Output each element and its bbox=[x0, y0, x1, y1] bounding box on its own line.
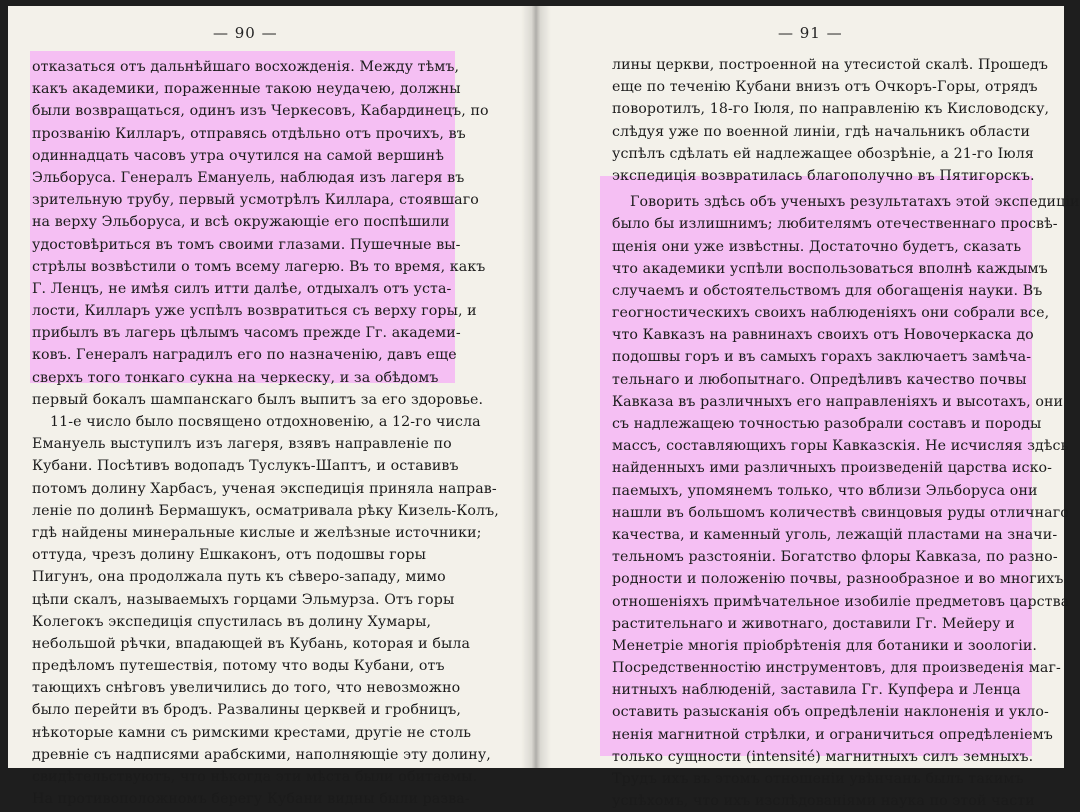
text-line: растительнаго и животнаго, доставили Гг. Мейеру и bbox=[612, 615, 1015, 632]
text-line: тающихъ снѣговъ увеличились до того, что невозможно bbox=[32, 680, 461, 697]
text-line: Пигунъ, она продолжала путь къ сѣверо-западу, мимо bbox=[32, 569, 446, 586]
text-line: отношеніяхъ примѣчательное изобиліе предметовъ царства bbox=[612, 593, 1070, 610]
text-line: 11-е число было посвящено отдохновенію, а 12-го числа bbox=[50, 414, 481, 430]
text-line: еще по теченію Кубани внизъ отъ Очкоръ-Горы, отрядъ bbox=[612, 79, 1038, 96]
text-column bbox=[612, 54, 1080, 812]
text-line: какъ академики, пораженные такою неудачею, должны bbox=[32, 81, 461, 98]
text-line: нѣкоторые камни съ римскими крестами, другіе не столь bbox=[32, 724, 472, 741]
text-line: потомъ долину Харбасъ, ученая экспедиція приняла направ- bbox=[32, 480, 497, 497]
text-line: свидѣтельствуютъ, что нѣкогда эти мѣста были обитаемы. bbox=[32, 769, 478, 785]
text-line: цѣпи скалъ, называемыхъ горцами Эльмурза. Отъ горы bbox=[32, 591, 455, 608]
text-line: ковъ. Генералъ наградилъ его по назначенію, давъ еще bbox=[32, 347, 457, 364]
text-line: прибылъ въ лагерь цѣлымъ часомъ прежде Гг. академи- bbox=[32, 325, 461, 342]
text-line: слѣдуя уже по военной линіи, гдѣ начальникъ области bbox=[612, 123, 1031, 140]
text-line: тельномъ разстояніи. Богатство флоры Кавказа, по разно- bbox=[612, 549, 1058, 566]
text-line: съ надлежащею точностью разобрали составъ и породы bbox=[612, 416, 1042, 432]
left-page bbox=[8, 6, 528, 808]
text-line: сверхъ того тонкаго сукна на черкеску, и за обѣдомъ bbox=[32, 369, 439, 386]
text-line: ненія магнитной стрѣлки, и ограничиться опредѣленіемъ bbox=[612, 726, 1053, 743]
text-line: Трудъ ихъ въ этомъ отношеніи увѣнчанъ былъ такимъ bbox=[612, 771, 1024, 787]
text-line: удостовѣриться въ томъ своими глазами. Пушечные вы- bbox=[32, 236, 461, 253]
text-line: поворотилъ, 18-го Іюля, по направленію къ Кисловодску, bbox=[612, 101, 1050, 118]
text-line: было перейти въ бродъ. Развалины церквей и гробницъ, bbox=[32, 702, 462, 719]
text-line: экспедиція возвратилась благополучно въ Пятигорскъ. bbox=[612, 167, 1035, 184]
text-line: Колегокъ экспедиція спустилась въ долину Хумары, bbox=[32, 613, 432, 630]
text-line: паемыхъ, упомянемъ только, что вблизи Эльборуса они bbox=[612, 482, 1038, 499]
text-line: оставить разысканія объ опредѣленіи наклоненія и укло- bbox=[612, 704, 1049, 721]
page-number: — 90 — bbox=[213, 24, 278, 42]
text-line: успѣхомъ, что ихъ изслѣдованіями наука по этой части bbox=[612, 793, 1035, 810]
text-line: прозванію Килларъ, отправясь отдѣльно отъ прочихъ, въ bbox=[32, 125, 466, 142]
text-line: Г. Ленцъ, не имѣя силъ итти далѣе, отдыхалъ отъ уста- bbox=[32, 280, 452, 297]
text-line: успѣлъ сдѣлать ей надлежащее обозрѣніе, а 21-го Іюля bbox=[612, 145, 1034, 162]
text-line: гдѣ найдены минеральные кислые и желѣзные источники; bbox=[32, 524, 482, 541]
text-line: леніе по долинѣ Бермашукъ, осматривала рѣку Кизель-Колъ, bbox=[32, 502, 499, 519]
text-line: только сущности (intensité) магнитныхъ силъ земныхъ. bbox=[612, 748, 1034, 765]
text-line: оттуда, чрезъ долину Ешкаконъ, отъ подошвы горы bbox=[32, 547, 427, 564]
text-column bbox=[32, 56, 499, 810]
text-line: Эльборуса. Генералъ Емануель, наблюдая изъ лагеря въ bbox=[32, 169, 465, 186]
text-line: стрѣлы возвѣстили о томъ всему лагерю. Въ то время, какъ bbox=[32, 258, 486, 275]
text-line: тельнаго и любопытнаго. Опредѣливъ качество почвы bbox=[612, 371, 1027, 388]
text-line: Менетріе многія пріобрѣтенія для ботаники и зоологіи. bbox=[612, 637, 1038, 654]
text-line: подошвы горъ и въ самыхъ горахъ заключаетъ замѣча- bbox=[612, 349, 1032, 366]
text-line: лины церкви, построенной на утесистой скалѣ. Прошедъ bbox=[612, 57, 1049, 73]
text-line: лости, Килларъ уже успѣлъ возвратиться съ верху горы, и bbox=[32, 303, 477, 320]
text-line: щенія они уже извѣстны. Достаточно будетъ, сказать bbox=[612, 238, 1022, 255]
text-line: одиннадцать часовъ утра очутился на самой вершинѣ bbox=[32, 147, 444, 164]
text-line: было бы излишнимъ; любителямъ отечественнаго просвѣ- bbox=[612, 216, 1058, 233]
text-line: родности и положенію почвы, разнообразное и во многихъ bbox=[612, 571, 1064, 588]
text-line: нашли въ большомъ количествѣ свинцовыя руды отличнаго bbox=[612, 504, 1069, 521]
text-line: На противоположномъ берегу Кубани видны были разва- bbox=[32, 791, 470, 808]
text-line: небольшой рѣчки, впадающей въ Кубань, которая и была bbox=[32, 635, 471, 652]
text-line: Кавказа въ различныхъ его направленіяхъ и высотахъ, они bbox=[612, 393, 1064, 410]
text-line: нитныхъ наблюденій, заставила Гг. Купфера и Ленца bbox=[612, 682, 1021, 699]
text-line: зрительную трубу, первый усмотрѣлъ Киллара, стоявшаго bbox=[32, 192, 479, 209]
text-line: геогностическихъ своихъ наблюденіяхъ они собрали все, bbox=[612, 305, 1050, 322]
text-line: массъ, составляющихъ горы Кавказскія. Не исчисляя здѣсь bbox=[612, 438, 1069, 455]
text-line: Кубани. Посѣтивъ водопадъ Туслукъ-Шаптъ, и оставивъ bbox=[32, 458, 459, 475]
text-line: что академики успѣли воспользоваться вполнѣ каждымъ bbox=[612, 260, 1048, 277]
text-line: Емануель выступилъ изъ лагеря, взявъ направленіе по bbox=[32, 436, 452, 453]
text-line: Посредственностію инструментовъ, для произведенія маг- bbox=[612, 660, 1061, 677]
text-line: найденныхъ ими различныхъ произведеній царства иско- bbox=[612, 460, 1053, 477]
text-line: древніе съ надписями арабскими, наполняющіе эту долину, bbox=[32, 746, 491, 763]
text-line: качества, и каменный уголь, лежащій пластами на значи- bbox=[612, 526, 1058, 543]
text-line: что Кавказъ на равнинахъ своихъ отъ Новочеркаска до bbox=[612, 327, 1034, 344]
book-spread bbox=[8, 6, 1080, 810]
text-line: первый бокалъ шампанскаго былъ выпитъ за его здоровье. bbox=[32, 391, 484, 408]
page-number: — 91 — bbox=[778, 24, 843, 42]
text-line: предѣломъ путешествія, потому что воды Кубани, отъ bbox=[32, 658, 445, 675]
right-page bbox=[536, 6, 1080, 810]
text-line: на верху Эльборуса, и всѣ окружающіе его поспѣшили bbox=[32, 214, 450, 231]
text-line: Говорить здѣсь объ ученыхъ результатахъ этой экспедиціи bbox=[630, 194, 1080, 211]
text-line: отказаться отъ дальнѣйшаго восхожденія. Между тѣмъ, bbox=[32, 59, 460, 75]
text-line: были возвращаться, одинъ изъ Черкесовъ, Кабардинецъ, по bbox=[32, 103, 489, 120]
text-line: случаемъ и обстоятельствомъ для обогащенія науки. Въ bbox=[612, 282, 1043, 299]
